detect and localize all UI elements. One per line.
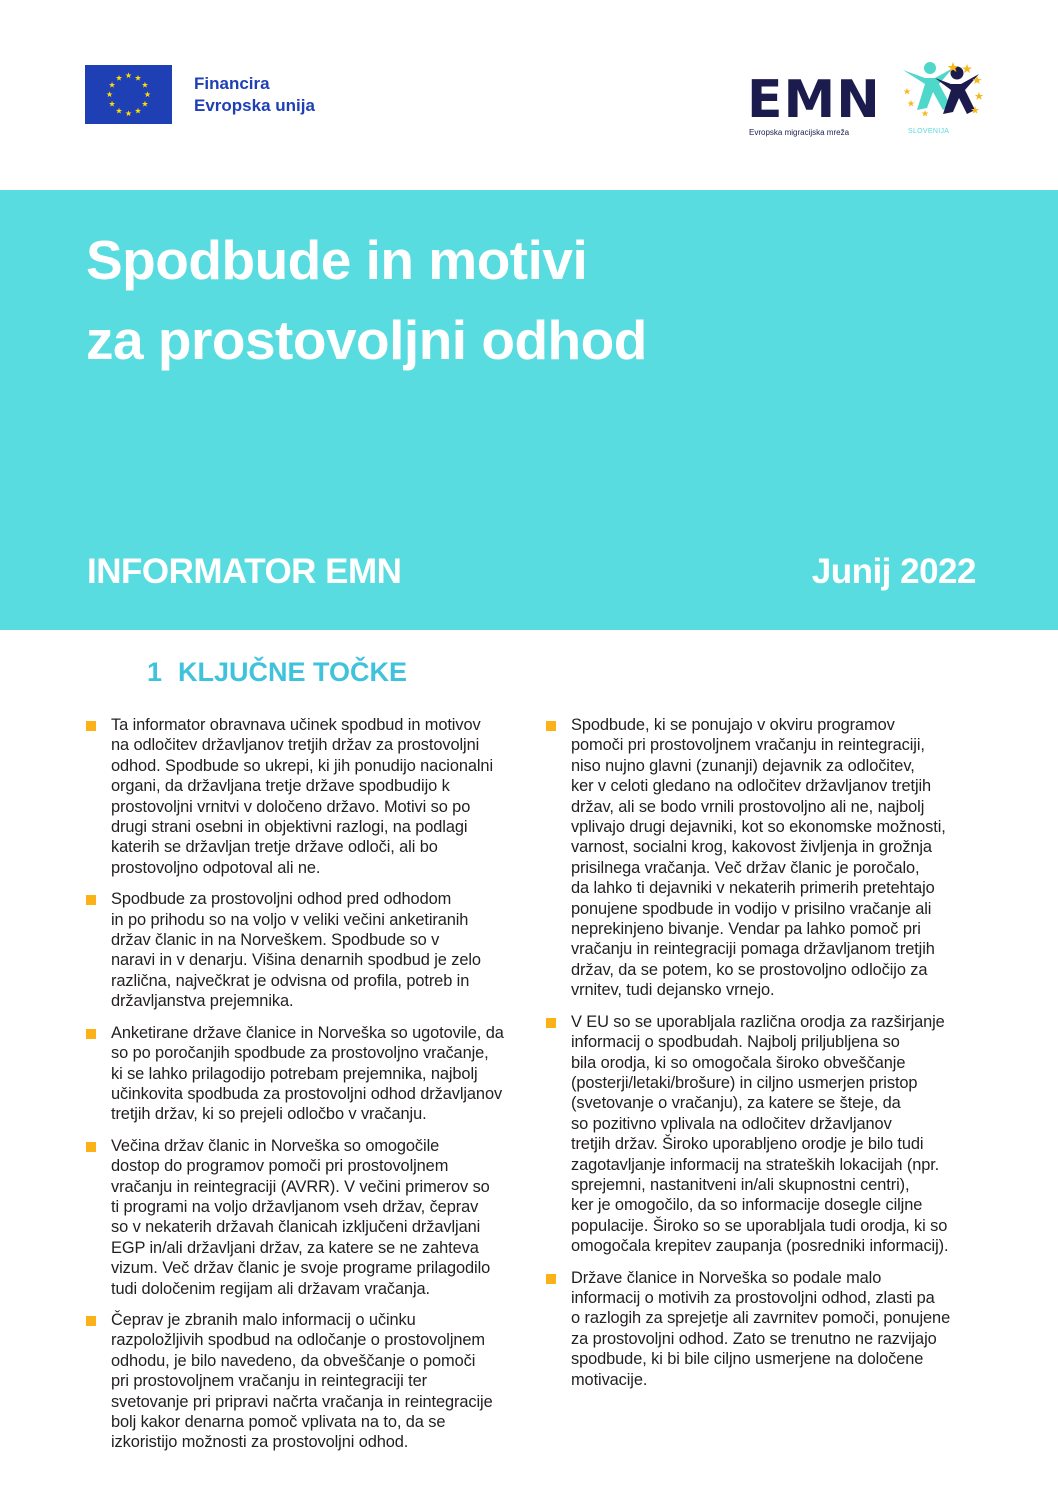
- bullet-text-line: dostop do programov pomoči pri prostovoljnem: [111, 1157, 449, 1176]
- bullet-text-line: (svetovanje o vračanju), za katere se šteje, da: [571, 1094, 901, 1113]
- bullet-text-line: zagotavljanje informacij na strateških lokacijah (npr.: [571, 1155, 940, 1174]
- bullet-text-line: za prostovoljni odhod. Zato se trenutno ne razvijajo: [571, 1329, 937, 1348]
- bullet-text-line: Spodbude, ki se ponujajo v okviru programov: [571, 716, 895, 734]
- emn-wordmark: EMN: [747, 70, 881, 130]
- document-title-line2: za prostovoljni odhod: [86, 309, 647, 371]
- square-bullet-icon: [86, 721, 96, 731]
- bullet-item: [86, 1023, 526, 1125]
- bullet-text-line: prostovoljno odpotoval ali ne.: [111, 858, 321, 877]
- series-label: INFORMATOR EMN: [87, 552, 402, 591]
- bullet-text-line: ki se lahko prilagodijo potrebam prejemnika, najbolj: [111, 1064, 478, 1083]
- bullet-text-line: da lahko ti dejavniki v nekaterih primerih pretehtajo: [571, 879, 935, 898]
- bullet-text-line: motivacije.: [571, 1370, 648, 1389]
- square-bullet-icon: [86, 1142, 96, 1152]
- bullet-text-line: Spodbude za prostovoljni odhod pred odhodom: [111, 890, 452, 909]
- section-title: KLJUČNE TOČKE: [178, 657, 408, 687]
- bullet-text-line: prostovoljni vrnitvi v določeno državo. Motivi so po: [111, 797, 471, 816]
- eu-star-icon: [144, 91, 150, 97]
- bullet-text: [111, 889, 481, 1011]
- bullet-text-line: so po poročanjih spodbude za prostovoljno vračanje,: [111, 1044, 489, 1063]
- eu-flag-icon: [85, 65, 172, 124]
- bullet-text-line: vračanju in reintegraciji pomaga državljanom tretjih: [571, 940, 935, 959]
- bullet-text-line: populacije. Široko so se uporabljala tudi orodja, ki so: [571, 1216, 948, 1235]
- bullet-text-line: ponujene spodbude in vodijo v prisilno vračanje ali: [571, 899, 932, 918]
- bullet-text-line: organi, da državljana tretje države spodbudijo k: [111, 777, 450, 796]
- bullet-text-line: Države članice in Norveška so podale malo: [571, 1268, 882, 1287]
- emn-figures-icon: [895, 58, 985, 128]
- bullet-text-line: informacij o spodbudah. Najbolj priljubljena so: [571, 1033, 900, 1052]
- square-bullet-icon: [86, 1029, 96, 1039]
- bullet-text: [111, 715, 493, 878]
- bullet-text-line: ti programi na voljo državljanom vseh držav, čeprav: [111, 1197, 479, 1216]
- document-title-line1: Spodbude in motivi: [86, 229, 588, 291]
- eu-star-icon: [106, 91, 112, 97]
- emn-subtitle: Evropska migracijska mreža: [749, 128, 850, 137]
- square-bullet-icon: [546, 721, 556, 731]
- left-column: [86, 715, 526, 1464]
- bullet-text-line: razpoložljivih spodbud na odločanje o prostovoljnem: [111, 1331, 485, 1350]
- bullet-text: [571, 1268, 950, 1390]
- title-banner: [0, 190, 1058, 630]
- bullet-text-line: o razlogih za sprejetje ali zavrnitev pomoči, ponujene: [571, 1309, 951, 1328]
- eu-star-icon: [116, 75, 122, 81]
- bullet-text-line: niso nujno glavni (zunanji) dejavnik za odločitev,: [571, 756, 915, 775]
- bullet-item: [86, 889, 526, 1011]
- square-bullet-icon: [86, 895, 96, 905]
- bullet-text-line: ker v celoti gledano na odločitev državljanov tretjih: [571, 777, 932, 796]
- bullet-text-line: EGP in/ali državljani držav, za katere se ne zahteva: [111, 1238, 479, 1257]
- emn-logo: [745, 58, 985, 148]
- bullet-item: [86, 715, 526, 878]
- publication-date: Junij 2022: [811, 552, 976, 591]
- bullet-text-line: Anketirane države članice in Norveška so ugotovile, da: [111, 1023, 504, 1042]
- bullet-text-line: omogočala krepitev zaupanja (posredniki informacij).: [571, 1237, 949, 1256]
- bullet-text-line: in po prihodu so na voljo v veliki večini anketiranih: [111, 910, 469, 929]
- bullet-text-line: držav članic in na Norveškem. Spodbude so v: [111, 931, 440, 950]
- eu-star-icon: [142, 82, 148, 88]
- bullet-text-line: naravi in v denarju. Višina denarnih spodbud je zelo: [111, 951, 481, 970]
- bullet-text-line: vračanju in reintegraciji (AVRR). V večini primerov so: [111, 1177, 490, 1196]
- bullet-item: [86, 1136, 526, 1299]
- bullet-text-line: bolj kakor denarna pomoč vplivata na to, da se: [111, 1413, 446, 1431]
- bullet-text-line: Večina držav članic in Norveška so omogočile: [111, 1136, 440, 1155]
- bullet-text-line: (posterji/letaki/brošure) in ciljno usmerjen pristop: [571, 1073, 918, 1092]
- eu-star-icon: [125, 72, 131, 78]
- bullet-text-line: tretjih držav. Široko uporabljeno orodje je bilo tudi: [571, 1135, 924, 1154]
- bullet-item: [546, 1012, 986, 1257]
- bullet-text-line: neprekinjeno bivanje. Vendar pa lahko pomoč pri: [571, 920, 921, 939]
- bullet-text-line: odhod. Spodbude so ukrepi, ki jih ponudijo nacionalni: [111, 756, 493, 775]
- bullet-text-line: ker je omogočilo, da so informacije dosegle ciljne: [571, 1196, 923, 1215]
- bullet-text-line: vplivajo drugi dejavniki, kot so ekonomske možnosti,: [571, 818, 946, 837]
- bullet-text-line: vizum. Več držav članic je svoje programe prilagodilo: [111, 1259, 491, 1278]
- bullet-text-line: na odločitev državljanov tretjih držav za prostovoljni: [111, 736, 480, 755]
- bullet-text-line: Ta informator obravnava učinek spodbud in motivov: [111, 716, 481, 734]
- eu-funding-line1: Financira: [194, 73, 270, 93]
- eu-star-icon: [116, 108, 122, 114]
- bullet-text-line: držav, ali se bodo vrnili prostovoljno ali ne, najbolj: [571, 797, 925, 816]
- eu-funding-line2: Evropska unija: [194, 95, 315, 115]
- eu-funding-text: [194, 73, 315, 117]
- bullet-text-line: svetovanje pri pripravi načrta vračanja in reintegracije: [111, 1392, 493, 1411]
- bullet-text: [111, 1136, 490, 1299]
- bullet-text: [571, 715, 946, 1001]
- bullet-text-line: tretjih držav, ki so prejeli odločbo v vračanju.: [111, 1105, 427, 1124]
- bullet-text-line: državljanstva prejemnika.: [111, 992, 294, 1011]
- bullet-text-line: spodbude, ki bi bile ciljno usmerjene na določene: [571, 1350, 924, 1369]
- bullet-text-line: tudi določenim regijam ali državam vračanja.: [111, 1279, 431, 1298]
- bullet-text-line: varnost, socialni krog, kakovost življenja in grožnja: [571, 838, 932, 857]
- bullet-text-line: odhodu, je bilo navedeno, da obveščanje o pomoči: [111, 1351, 476, 1370]
- section-heading: [147, 655, 407, 689]
- square-bullet-icon: [86, 1316, 96, 1326]
- bullet-text-line: V EU so se uporabljala različna orodja za razširjanje: [571, 1012, 945, 1031]
- section-number: 1: [147, 657, 163, 687]
- eu-star-icon: [109, 101, 115, 107]
- bullet-text-line: Čeprav je zbranih malo informacij o učinku: [111, 1310, 416, 1329]
- bullet-text-line: različna, največkrat je odvisna od profila, potreb in: [111, 971, 470, 990]
- bullet-text: [111, 1310, 493, 1453]
- eu-star-icon: [142, 101, 148, 107]
- emn-country: SLOVENIJA: [908, 128, 950, 135]
- bullet-text-line: vrnitev, tudi dejansko vrnejo.: [571, 981, 775, 1000]
- square-bullet-icon: [546, 1274, 556, 1284]
- document-title: [86, 220, 647, 380]
- bullet-text-line: prisilnega vračanja. Več držav članic je poročalo,: [571, 858, 920, 877]
- square-bullet-icon: [546, 1018, 556, 1028]
- right-column: [546, 715, 986, 1401]
- bullet-text-line: so v nekaterih državah članicah izključeni državljani: [111, 1218, 481, 1237]
- bullet-text-line: sprejemni, nastanitveni in/ali skupnostni centri),: [571, 1175, 910, 1194]
- bullet-text-line: pri prostovoljnem vračanju in reintegraciji ter: [111, 1372, 427, 1391]
- eu-star-icon: [135, 75, 141, 81]
- bullet-item: [546, 1268, 986, 1390]
- eu-funding-logo: [85, 65, 315, 124]
- eu-star-icon: [125, 110, 131, 116]
- bullet-text-line: so pozitivno vplivala na odločitev državljanov: [571, 1114, 892, 1133]
- bullet-text-line: učinkovita spodbuda za prostovoljni odhod državljanov: [111, 1084, 503, 1103]
- bullet-text-line: držav, da se potem, ko se prostovoljno odločijo za: [571, 960, 928, 979]
- bullet-text-line: drugi strani osebni in objektivni razlogi, na podlagi: [111, 818, 468, 837]
- bullet-text-line: bila orodja, ki so omogočala široko obveščanje: [571, 1053, 906, 1072]
- bullet-item: [86, 1310, 526, 1453]
- bullet-text-line: katerih se državljan tretje države odloči, ali bo: [111, 838, 438, 857]
- eu-star-icon: [109, 82, 115, 88]
- eu-star-icon: [135, 108, 141, 114]
- bullet-text-line: izkoristijo možnosti za prostovoljni odhod.: [111, 1433, 409, 1452]
- bullet-item: [546, 715, 986, 1001]
- bullet-text-line: informacij o motivih za prostovoljni odhod, zlasti pa: [571, 1288, 935, 1307]
- bullet-text-line: pomoči pri prostovoljnem vračanju in reintegraciji,: [571, 736, 925, 755]
- bullet-text: [111, 1023, 504, 1125]
- bullet-text: [571, 1012, 948, 1257]
